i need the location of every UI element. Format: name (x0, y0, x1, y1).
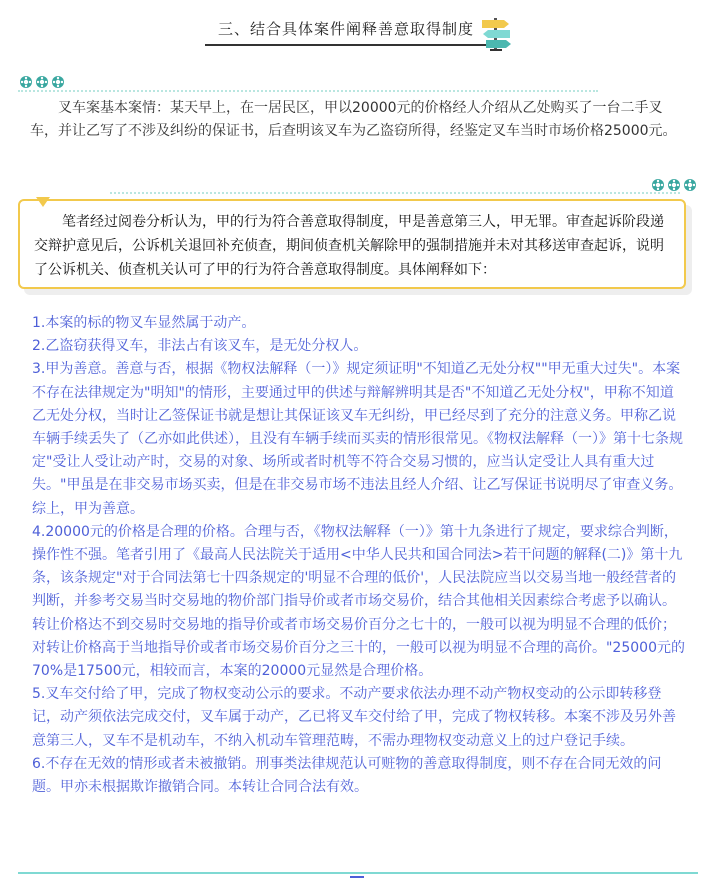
analysis-paragraph: 笔者经过阅卷分析认为，甲的行为符合善意取得制度，甲是善意第三人，甲无罪。审查起诉阶段递交辩护意见后，公诉机关退回补充侦查，期间侦查机关解除甲的强制措施并未对其移送审查起诉，说明了公诉机关、侦查机关认可了甲的行为符合善意取得制度。具体阐释如下： (34, 214, 664, 278)
signpost-icon (478, 12, 514, 52)
flower-icon (19, 75, 33, 89)
flower-icon (667, 178, 681, 192)
title-underline (205, 44, 487, 46)
flower-decoration-right (651, 178, 697, 192)
points-list (32, 312, 686, 799)
list-item: 5.叉车交付给了甲，完成了物权变动公示的要求。不动产要求依法办理不动产物权变动的公示即转移登记，动产须依法完成交付，叉车属于动产，乙已将叉车交付给了甲，完成了物权转移。本案不涉及另外善意第三人，叉车不是机动车，不纳入机动车管理范畴，不需办理物权变动意义上的过户登记手续。 (32, 686, 676, 749)
dotted-divider-mid (110, 192, 680, 194)
flower-icon (651, 178, 665, 192)
flower-icon (683, 178, 697, 192)
case-basics-paragraph: 叉车案基本案情：某天早上，在一居民区，甲以20000元的价格经人介绍从乙处购买了一台二手叉车，并让乙写了不涉及纠纷的保证书，后查明该叉车为乙盗窃所得，经鉴定叉车当时市场价格25000元。 (30, 100, 677, 139)
flower-decoration-top (19, 75, 65, 89)
section-header (0, 8, 713, 48)
dotted-divider-top (18, 90, 598, 92)
box-pointer-icon (36, 197, 50, 207)
list-item: 6.不存在无效的情形或者未被撤销。刑事类法律规范认可赃物的善意取得制度，则不存在合同无效的问题。甲亦未根据欺诈撤销合同。本转让合同合法有效。 (32, 755, 662, 796)
section-title: 三、结合具体案件阐释善意取得制度 (217, 20, 474, 38)
flower-icon (35, 75, 49, 89)
next-section-marker (350, 876, 364, 884)
flower-icon (51, 75, 65, 89)
list-item: 2.乙盗窃获得叉车，非法占有该叉车，是无处分权人。 (32, 338, 368, 355)
list-item: 4.20000元的价格是合理的价格。合理与否，《物权法解释（一）》第十九条进行了规定，要求综合判断，操作性不强。笔者引用了《最高人民法院关于适用<中华人民共和国合同法>若干问题的解释(二)》第十九条，该条规定"对于合同法第七十四条规定的'明显不合理的低价'，人民法院应当以交易当地一般经营者的判断，并参考交易当时交易地的物价部门指导价或者市场交易价，结合其他相关因素综合考虑予以确认。转让价格达不到交易时交易地的指导价或者市场交易价百分之七十的，一般可以视为明显不合理的低价；对转让价格高于当地指导价或者市场交易价百分之三十的，一般可以视为明显不合理的高价。"25000元的70%是17500元，相较而言，本案的20000元显然是合理价格。 (32, 523, 685, 680)
bottom-divider (18, 872, 698, 874)
list-item: 1.本案的标的物叉车显然属于动产。 (32, 315, 256, 331)
list-item: 3.甲为善意。善意与否，根据《物权法解释（一）》规定须证明"不知道乙无处分权""甲无重大过失"。本案不存在法律规定为"明知"的情形，主要通过甲的供述与辩解辨明其是否"不知道乙无处分权"，甲称不知道乙无处分权，当时让乙签保证书就是想让其保证该叉车无纠纷，甲已经尽到了充分的注意义务。甲称乙说车辆手续丢失了（乙亦如此供述），且没有车辆手续而买卖的情形很常见。《物权法解释（一）》第十七条规定"受让人受让动产时，交易的对象、场所或者时机等不符合交易习惯的，应当认定受让人具有重大过失。"甲虽是在非交易市场买卖，但是在非交易市场不违法且经人介绍、让乙写保证书说明尽了审查义务。综上，甲为善意。 (32, 361, 683, 517)
